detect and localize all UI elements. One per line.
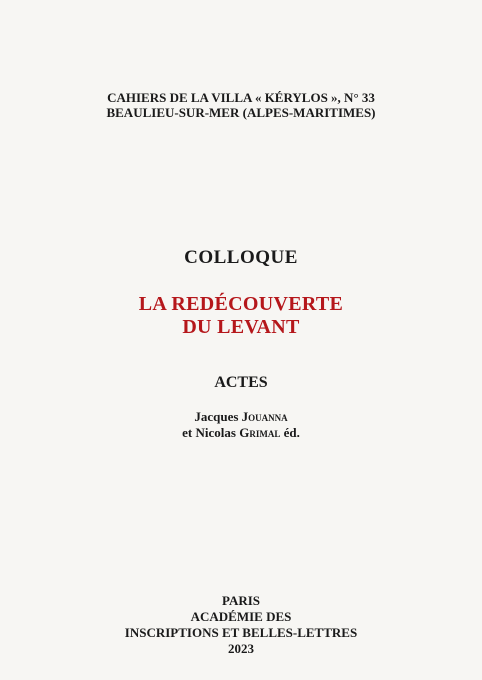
book-title-line-1: LA REDÉCOUVERTE [138, 293, 344, 315]
editor-role: éd. [283, 425, 300, 440]
editor-1 [0, 409, 482, 425]
editor-1-last-name: Jouanna [241, 409, 288, 424]
publisher-name-line-2: INSCRIPTIONS ET BELLES-LETTRES [124, 625, 358, 640]
publisher-info [0, 593, 482, 657]
publisher-name-line-1: ACADÉMIE DES [190, 609, 292, 624]
event-type: COLLOQUE [184, 247, 298, 268]
series-location: BEAULIEU-SUR-MER (ALPES-MARITIMES) [106, 105, 376, 120]
book-title-line-2: DU LEVANT [182, 316, 300, 338]
editors [0, 409, 482, 441]
editor-2-last-name: Grimal [239, 425, 281, 440]
editor-2-first-name: Nicolas [195, 425, 236, 440]
editor-connector: et [182, 425, 193, 440]
editor-2 [0, 425, 482, 441]
book-title [0, 293, 482, 339]
series-info [0, 90, 482, 120]
series-title: CAHIERS DE LA VILLA « KÉRYLOS », N° 33 [107, 90, 375, 105]
book-subtitle: ACTES [214, 374, 268, 391]
publisher-city: PARIS [221, 593, 261, 608]
publication-year: 2023 [228, 641, 254, 656]
editor-1-first-name: Jacques [194, 409, 239, 424]
